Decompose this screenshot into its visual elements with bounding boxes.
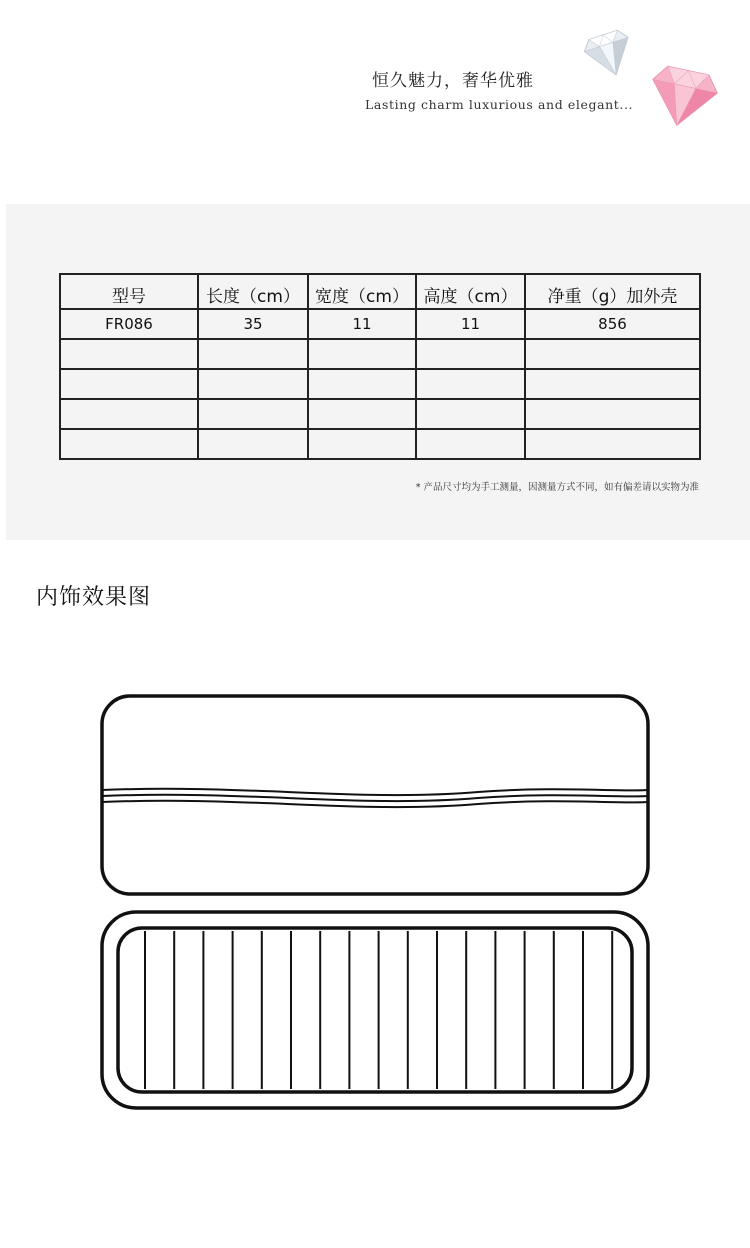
cell-length bbox=[198, 429, 308, 459]
cell-height bbox=[416, 369, 525, 399]
cell-net-weight: 856 bbox=[525, 309, 700, 339]
column-header-length: 长度（cm） bbox=[198, 274, 308, 309]
tray-inner-outline bbox=[118, 928, 632, 1092]
cell-height bbox=[416, 429, 525, 459]
tagline-english: Lasting charm luxurious and elegant... bbox=[365, 97, 634, 112]
cell-length bbox=[198, 369, 308, 399]
spec-panel bbox=[6, 204, 750, 540]
cell-model bbox=[60, 369, 198, 399]
header-banner bbox=[0, 0, 750, 200]
cell-width bbox=[308, 339, 416, 369]
cell-width bbox=[308, 369, 416, 399]
cell-model bbox=[60, 399, 198, 429]
column-header-model: 型号 bbox=[60, 274, 198, 309]
cell-height: 11 bbox=[416, 309, 525, 339]
interior-section-title: 内饰效果图 bbox=[36, 585, 152, 610]
measurement-note: * 产品尺寸均为手工测量，因测量方式不同，如有偏差请以实物为准 bbox=[415, 482, 699, 493]
column-header-height: 高度（cm） bbox=[416, 274, 525, 309]
column-header-net-weight: 净重（g）加外壳 bbox=[525, 274, 700, 309]
cell-width bbox=[308, 399, 416, 429]
table-row bbox=[60, 339, 700, 369]
table-row bbox=[60, 429, 700, 459]
cell-length bbox=[198, 399, 308, 429]
cell-model: FR086 bbox=[60, 309, 198, 339]
cell-length bbox=[198, 339, 308, 369]
clear-diamond-icon bbox=[578, 22, 640, 84]
table-row bbox=[60, 369, 700, 399]
cell-model bbox=[60, 339, 198, 369]
cell-width: 11 bbox=[308, 309, 416, 339]
table-row bbox=[60, 309, 700, 339]
cell-net-weight bbox=[525, 399, 700, 429]
cell-net-weight bbox=[525, 429, 700, 459]
column-header-width: 宽度（cm） bbox=[308, 274, 416, 309]
tagline-chinese: 恒久魅力，奢华优雅 bbox=[372, 71, 534, 91]
cell-length: 35 bbox=[198, 309, 308, 339]
cell-net-weight bbox=[525, 339, 700, 369]
spec-table bbox=[59, 273, 701, 460]
table-header-row bbox=[60, 274, 700, 309]
cell-width bbox=[308, 429, 416, 459]
cell-model bbox=[60, 429, 198, 459]
cell-height bbox=[416, 399, 525, 429]
cell-net-weight bbox=[525, 369, 700, 399]
interior-line-drawing bbox=[98, 692, 654, 1114]
pink-diamond-icon bbox=[642, 60, 724, 132]
cell-height bbox=[416, 339, 525, 369]
table-row bbox=[60, 399, 700, 429]
